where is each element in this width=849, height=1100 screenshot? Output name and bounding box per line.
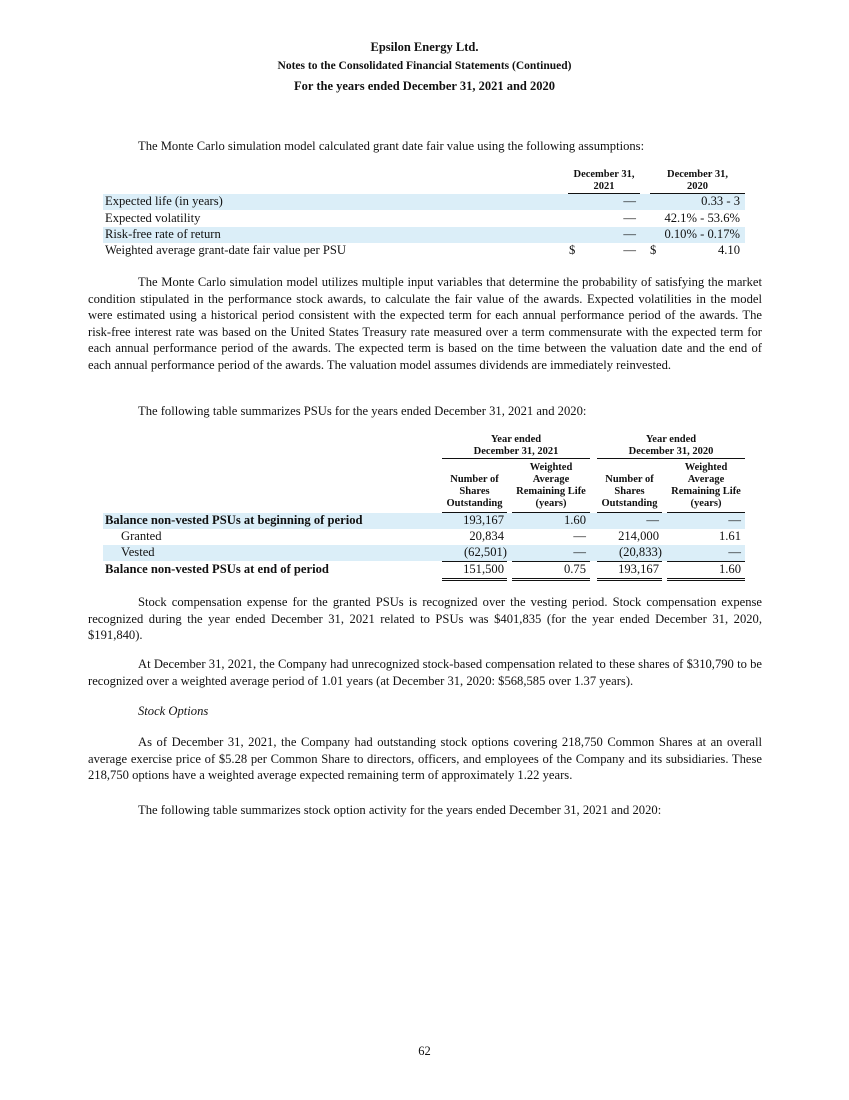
unrecognized-paragraph: At December 31, 2021, the Company had unrecognized stock-based compensation related to these shares of $310,790 to be recognized over a weighted average period of 1.01 years (at December 31, 2020: $568,585 over 1.37 years). bbox=[88, 657, 762, 688]
mc-currency-2021: $ bbox=[569, 243, 576, 257]
mc-value-2021: — bbox=[623, 211, 636, 225]
psu-life-2020: 1.61 bbox=[718, 529, 741, 543]
psu-shares-2021: (62,501) bbox=[463, 545, 507, 559]
psu-intro: The following table summarizes PSUs for the years ended December 31, 2021 and 2020: bbox=[138, 404, 587, 418]
psu-life-2021: 1.60 bbox=[563, 513, 586, 527]
psu-row-label: Balance non-vested PSUs at beginning of period bbox=[105, 513, 363, 527]
psu-double-rule bbox=[597, 578, 662, 581]
psu-double-rule bbox=[667, 578, 745, 581]
mc-value-2021: — bbox=[623, 243, 636, 257]
mc-col-2020-header: December 31, 2020 bbox=[666, 169, 729, 192]
psu-life-2020: — bbox=[728, 545, 741, 559]
monte-carlo-paragraph: The Monte Carlo simulation model utilizes multiple input variables that determine the probability of satisfying the market condition stipulated in the performance stock awards, to calculate the fair value of the awards. Expected volatilities in the model were estimated using a historical period consistent with the expected term for each annual performance period of the awards. The risk-free interest rate was based on the United States Treasury rate measured over a term commensurate with the expected term for each annual performance period of the awards. The expected term is based on the time between the valuation date and the end of each annual performance period of the awards. The valuation model assumes dividends are immediately reinvested. bbox=[88, 275, 762, 372]
mc-row-label: Expected life (in years) bbox=[105, 194, 223, 208]
psu-life-2020: 1.60 bbox=[718, 562, 741, 576]
mc-value-2020: 42.1% - 53.6% bbox=[664, 211, 740, 225]
options-paragraph: As of December 31, 2021, the Company had outstanding stock options covering 218,750 Common Shares at an overall average exercise price of $5.28 per Common Share to directors, officers, and employees of the Company and its subsidiaries. These 218,750 options have a weighted average expected remaining term of approximately 1.22 years. bbox=[88, 735, 762, 782]
mc-value-2021: — bbox=[623, 194, 636, 208]
psu-group-2020-rule bbox=[597, 458, 745, 459]
mc-value-2020: 0.10% - 0.17% bbox=[664, 227, 740, 241]
psu-shares-2020: (20,833) bbox=[618, 545, 662, 559]
psu-col-shares-2021: Number of Shares Outstanding bbox=[446, 474, 503, 509]
psu-shares-2021: 20,834 bbox=[469, 529, 504, 543]
page-number: 62 bbox=[418, 1044, 431, 1058]
mc-value-2020: 0.33 - 3 bbox=[701, 194, 740, 208]
psu-life-2021: — bbox=[573, 529, 586, 543]
psu-row-label: Granted bbox=[121, 529, 162, 543]
psu-row-label: Balance non-vested PSUs at end of period bbox=[105, 562, 329, 576]
company-name: Epsilon Energy Ltd. bbox=[370, 40, 479, 54]
mc-value-2021: — bbox=[623, 227, 636, 241]
psu-shares-2021: 193,167 bbox=[463, 513, 504, 527]
mc-row-label: Weighted average grant-date fair value per PSU bbox=[105, 243, 346, 257]
period-title: For the years ended December 31, 2021 and 2020 bbox=[294, 79, 555, 93]
mc-col-2021-header: December 31, 2021 bbox=[573, 169, 635, 192]
psu-shares-2020: 214,000 bbox=[618, 529, 659, 543]
mc-currency-2020: $ bbox=[650, 243, 657, 257]
psu-shares-2021: 151,500 bbox=[463, 562, 504, 576]
options-intro: The following table summarizes stock option activity for the years ended December 31, 2021 and 2020: bbox=[138, 803, 662, 817]
expense-paragraph: Stock compensation expense for the granted PSUs is recognized over the vesting period. Stock compensation expense recognized during the year ended December 31, 2021 related to PSUs was $401,835 (for the year ended December 31, 2020, $191,840). bbox=[88, 595, 762, 642]
stock-options-heading: Stock Options bbox=[138, 704, 209, 718]
psu-shares-2020: 193,167 bbox=[618, 562, 659, 576]
notes-title: Notes to the Consolidated Financial Statements (Continued) bbox=[277, 60, 572, 72]
psu-double-rule bbox=[442, 578, 507, 581]
psu-shares-2020: — bbox=[646, 513, 659, 527]
psu-group-2021-header: Year ended December 31, 2021 bbox=[473, 434, 559, 457]
psu-double-rule bbox=[512, 578, 590, 581]
mc-row-label: Risk-free rate of return bbox=[105, 227, 221, 241]
psu-life-2020: — bbox=[728, 513, 741, 527]
psu-row-label: Vested bbox=[121, 545, 155, 559]
psu-group-2020-header: Year ended December 31, 2020 bbox=[628, 434, 714, 457]
psu-col-shares-2020: Number of Shares Outstanding bbox=[601, 474, 658, 509]
psu-life-2021: — bbox=[573, 545, 586, 559]
mc-value-2020: 4.10 bbox=[717, 243, 740, 257]
psu-col-life-2021: Weighted Average Remaining Life (years) bbox=[516, 462, 586, 509]
psu-col-life-2020: Weighted Average Remaining Life (years) bbox=[671, 462, 741, 509]
psu-life-2021: 0.75 bbox=[563, 562, 586, 576]
monte-carlo-intro: The Monte Carlo simulation model calculated grant date fair value using the following assumptions: bbox=[138, 139, 645, 153]
psu-group-2021-rule bbox=[442, 458, 590, 459]
mc-row-label: Expected volatility bbox=[105, 211, 201, 225]
